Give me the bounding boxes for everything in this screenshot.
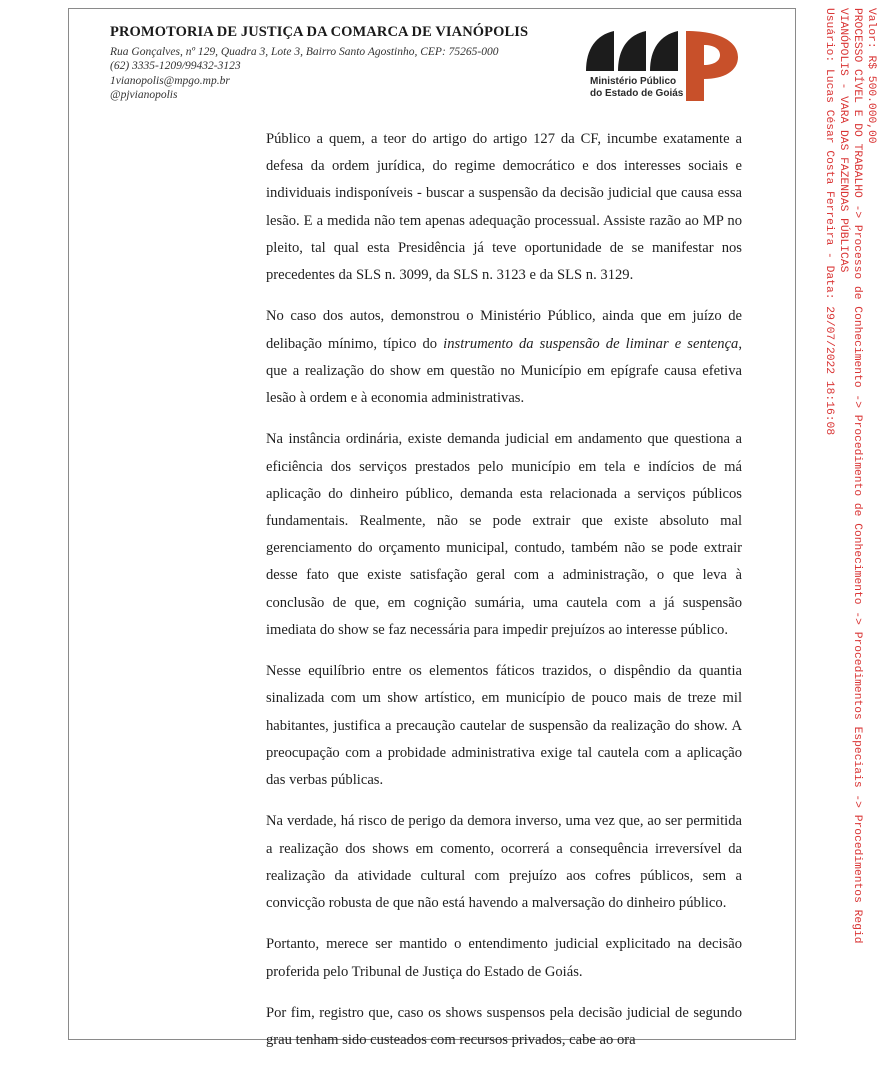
logo-p-mark (686, 31, 738, 101)
paragraph-2-italic: instrumento da suspensão de liminar e sentença (443, 335, 739, 352)
org-email: 1vianopolis@mpgo.mp.br (110, 74, 230, 87)
paragraph-7: Por fim, registro que, caso os shows suspensos pela decisão judicial de segundo grau tenham sido custeados com recursos privados, cabe ao ora (266, 1005, 742, 1049)
paragraph-6: Portanto, merece ser mantido o entendimento judicial explicitado na decisão proferida pelo Tribunal de Justiça do Estado de Goiás. (266, 936, 742, 980)
logo-arc-3 (650, 31, 678, 71)
paragraph-1: Público a quem, a teor do artigo do artigo 127 da CF, incumbe exatamente a defesa da ordem jurídica, do regime democrático e dos interesses sociais e individuais indisponíveis - buscar a suspensão da decisão judicial que causa essa lesão. E a medida não tem apenas adequação processual. Assiste razão ao MP no pleito, tal qual esta Presidência já teve oportunidade de se manifestar nos precedentes da SLS n. 3099, da SLS n. 3123 e da SLS n. 3129. (266, 131, 742, 284)
logo-arc-1 (586, 31, 614, 71)
org-social: @pjvianopolis (110, 88, 178, 101)
org-address: Rua Gonçalves, nº 129, Quadra 3, Lote 3, Bairro Santo Agostinho, CEP: 75265-000 (110, 46, 499, 58)
paragraph-5: Na verdade, há risco de perigo da demora inverso, uma vez que, ao ser permitida a realização dos shows em comento, ocorrerá a consequência irreversível da realização da atividade cultural com prejuízo aos cofres públicos, sem a convicção robusta de que não está havendo a malversação do dinheiro público. (266, 813, 742, 912)
paragraph-2-start: No caso dos autos, demonstrou o Ministério Público, ainda que em juízo de delibação mínimo, típico do (266, 308, 742, 352)
stamp-court: VIANÓPOLIS - VARA DAS FAZENDAS PÚBLICAS (837, 8, 849, 273)
logo-line-2: do Estado de Goiás (590, 88, 684, 99)
document-body (266, 126, 742, 1069)
paragraph-4: Nesse equilíbrio entre os elementos fáticos trazidos, o dispêndio da quantia sinalizada com um show artístico, em município de pouco mais de treze mil habitantes, justifica a precaução cautelar de suspensão da realização do show. A preocupação com a probidade administrativa exige tal cautela com a aplicação das verbas públicas. (266, 663, 742, 789)
electronic-stamp (822, 8, 878, 944)
stamp-user: Usuário: Lucas César Costa Ferreira - Data: 29/07/2022 18:16:08 (823, 8, 835, 436)
paragraph-3: Na instância ordinária, existe demanda judicial em andamento que questiona a eficiência dos serviços prestados pelo município em tela e indícios de má aplicação do dinheiro público, demanda esta relacionada a serviços públicos fundamentais. Realmente, não se pode extrair que existe absoluto mal gerenciamento do orçamento municipal, contudo, também não se pode extrair desse fato que existe satisfação geral com a administração, o que leva à conclusão de que, em cognição sumária, uma cautela com a já suspensão imediata do show se faz necessária para impedir prejuízos ao interesse público. (266, 431, 742, 638)
paragraph-2-end: , que a realização do show em questão no Município em epígrafe causa efetiva lesão à ordem e à economia administrativas. (266, 335, 742, 407)
logo-caption (590, 76, 686, 100)
stamp-process: PROCESSO CÍVEL E DO TRABALHO -> Processo de Conhecimento -> Procedimento de Conhecimento -> Procedimentos Especiais -> Procedimentos Regid (851, 8, 863, 944)
letterhead (110, 24, 580, 102)
org-phone: (62) 3335-1209/99432-3123 (110, 60, 241, 73)
stamp-value: Valor: R$ 500.000,00 (865, 8, 877, 144)
logo-line-1: Ministério Público (590, 76, 677, 87)
logo-arc-2 (618, 31, 646, 71)
org-name: PROMOTORIA DE JUSTIÇA DA COMARCA DE VIANÓPOLIS (110, 24, 529, 40)
paragraph-2 (266, 303, 742, 412)
